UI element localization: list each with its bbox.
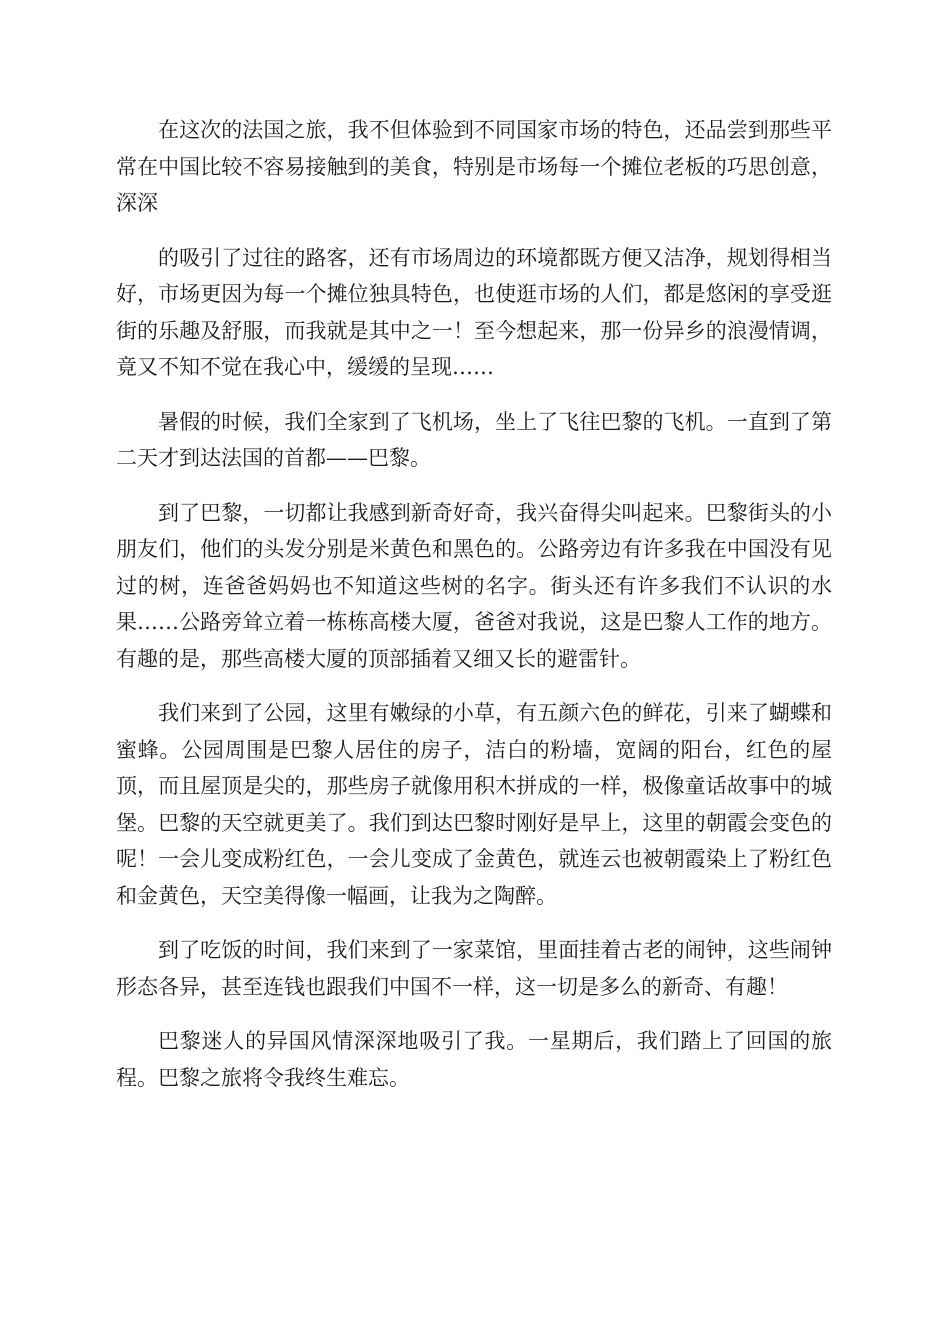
- paragraph-6: 到了吃饭的时间，我们来到了一家菜馆，里面挂着古老的闹钟，这些闹钟形态各异，甚至连钱也跟我们中国不一样，这一切是多么的新奇、有趣！: [116, 938, 832, 999]
- paragraph-5: 我们来到了公园，这里有嫩绿的小草，有五颜六色的鲜花，引来了蝴蝶和蜜蜂。公园周围是巴黎人居住的房子，洁白的粉墙，宽阔的阳台，红色的屋顶，而且屋顶是尖的，那些房子就像用积木拼成的一样，极像童话故事中的城堡。巴黎的天空就更美了。我们到达巴黎时刚好是早上，这里的朝霞会变色的呢！一会儿变成粉红色，一会儿变成了金黄色，就连云也被朝霞染上了粉红色和金黄色，天空美得像一幅画，让我为之陶醉。: [116, 701, 832, 908]
- paragraph-7: 巴黎迷人的异国风情深深地吸引了我。一星期后，我们踏上了回国的旅程。巴黎之旅将令我终生难忘。: [116, 1029, 832, 1090]
- paragraph-2: 的吸引了过往的路客，还有市场周边的环境都既方便又洁净，规划得相当好，市场更因为每一个摊位独具特色，也使逛市场的人们，都是悠闲的享受逛街的乐趣及舒服，而我就是其中之一！至今想起来，那一份异乡的浪漫情调，竟又不知不觉在我心中，缓缓的呈现……: [116, 245, 832, 379]
- document-page: [116, 112, 832, 1114]
- paragraph-4: 到了巴黎，一切都让我感到新奇好奇，我兴奋得尖叫起来。巴黎街头的小朋友们，他们的头发分别是米黄色和黑色的。公路旁边有许多我在中国没有见过的树，连爸爸妈妈也不知道这些树的名字。街头还有许多我们不认识的水果……公路旁耸立着一栋栋高楼大厦，爸爸对我说，这是巴黎人工作的地方。有趣的是，那些高楼大厦的顶部插着又细又长的避雷针。: [116, 500, 832, 671]
- paragraph-1: 在这次的法国之旅，我不但体验到不同国家市场的特色，还品尝到那些平常在中国比较不容易接触到的美食，特别是市场每一个摊位老板的巧思创意，深深: [116, 118, 832, 215]
- paragraph-3: 暑假的时候，我们全家到了飞机场，坐上了飞往巴黎的飞机。一直到了第二天才到达法国的首都——巴黎。: [116, 409, 832, 470]
